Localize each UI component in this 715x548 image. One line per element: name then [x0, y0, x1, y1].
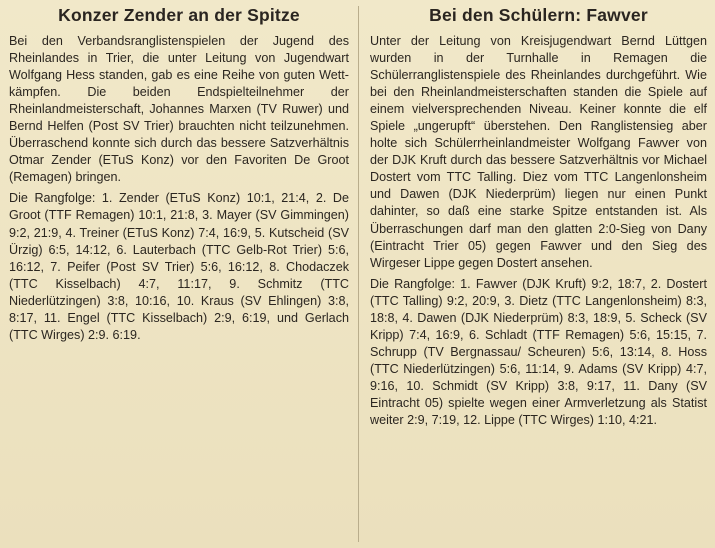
right-headline: Bei den Schülern: Fawver	[429, 5, 648, 25]
left-article	[0, 0, 357, 344]
left-headline: Konzer Zender an der Spitze	[58, 5, 300, 25]
right-ranking-paragraph: Die Rangfolge: 1. Fawver (DJK Kruft) 9:2, 18:7, 2. Dostert (TTC Talling) 9:2, 20:9, 3. Dietz (TTC Langenlonsheim) 8:3, 18:8, 4. Dawen (DJK Niederprüm) 8:3, 18:9, 5. Scheck (SV Kripp) 7:4, 16:9, 6. Schladt (TTF Remagen) 5:6, 15:15, 7. Schrupp (TV Bergnassau/ Scheuren) 5:6, 13:14, 8. Hoss (TTC Niederlützingen) 5:6, 11:14, 9. Adams (SV Kripp) 4:7, 9:16, 10. Schmidt (SV Kripp) 3:8, 9:17, 11. Dany (SV Eintracht 05) spielte wegen einer Armverletzung als Statist weiter 2:9, 7:19, 12. Lippe (TTC Wirges) 1:10, 4:21.	[370, 276, 707, 428]
column-divider	[358, 6, 359, 542]
right-article	[361, 0, 715, 429]
left-intro-paragraph: Bei den Verbandsranglistenspielen der Jugend des Rheinlandes in Trier, die unter Leitung von Jugendwart Wolfgang Hess standen, gab es eine Reihe von guten Wettkämpfen. Die beiden Endspielteilnehmer der Rheinlandmeisterschaft, Johannes Marxen (TV Ruwer) und Bernd Helfen (Post SV Trier) brauchten nicht teilzunehmen. Überraschend konnte sich durch das bessere Satzverhältnis Otmar Zender (ETuS Konz) vor den Favoriten De Groot (Remagen) bringen.	[9, 34, 349, 185]
left-ranking-paragraph: Die Rangfolge: 1. Zender (ETuS Konz) 10:1, 21:4, 2. De Groot (TTF Remagen) 10:1, 21:8, 3. Mayer (SV Gimmingen) 9:2, 21:9, 4. Treiner (ETuS Konz) 7:4, 16:9, 5. Kutscheid (SV Ürzig) 6:5, 14:12, 6. Lauterbach (TTC Gelb-Rot Trier) 5:6, 16:12, 7. Peifer (Post SV Trier) 5:6, 16:12, 8. Chodaczek (TTC Kisselbach) 4:7, 11:17, 9. Schmitz (TTC Niederlützingen) 3:8, 10:16, 10. Kraus (SV Ehlingen) 3:8, 8:17, 11. Engel (TTC Kisselbach) 2:9, 6:19, und Gerlach (TTC Wirges) 2:9. 6:19.	[9, 191, 349, 342]
right-intro-paragraph: Unter der Leitung von Kreisjugendwart Bernd Lüttgen wurden in der Turnhalle in Remagen die Schülerranglistenspiele des Rheinlandes durchgeführt. Wie bei den Rheinlandmeisterschaften standen die Spiele auf einem vielversprechenden Niveau. Keiner konnte die elf Spiele „ungerupft“ überstehen. Den Ranglistensieg aber holte sich Schülerrheinlandmeister Wolfgang Fawver von der DJK Kruft durch das bessere Satzverhältnis vor Michael Dostert vom TTC Talling. Diez vom TTC Langenlonsheim und Dawen (DJK Niederprüm) liegen nur einen Punkt dahinter, so daß eine starke Spitze entstanden ist. Als Überraschungen darf man den glatten 2:0-Sieg von Dany (Eintracht Trier 05) gegen Fawver und den Sieg des Wirgeser Lippe gegen Dostert ansehen.	[370, 34, 707, 270]
